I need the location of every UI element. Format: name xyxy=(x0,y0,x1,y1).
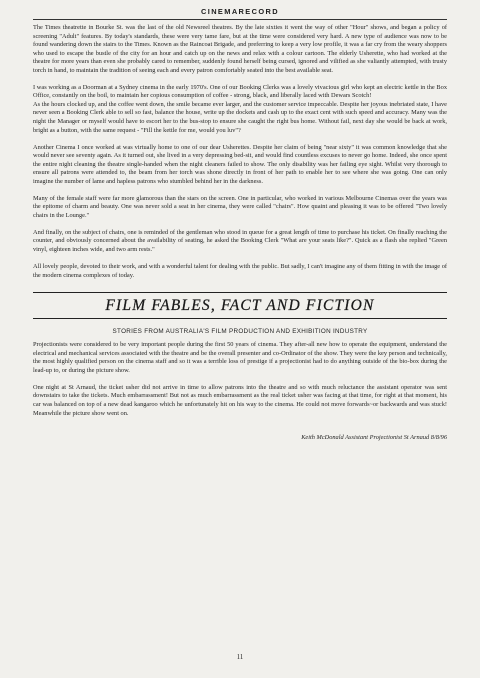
paragraph: All lovely people, devoted to their work, and with a wonderful talent for dealing with the public. But sadly, I can't imagine any of them fitting in with the image of the modern cinema complexes of today. xyxy=(33,263,447,279)
paragraph: And finally, on the subject of chairs, one is reminded of the gentleman who stood in queue for a great length of time to purchase his ticket. On finally reaching the counter, and obviously concerned about the availability of seating, he asked the Booking Clerk "What are your seats like?". Quick as a flash she replied "Green vinyl, eighteen inches wide, and two arm rests." xyxy=(33,228,447,254)
header-rule xyxy=(33,19,447,20)
author-signature: Keith McDonald Assistant Projectionist St Arnaud 8/8/96 xyxy=(301,434,447,442)
banner-rule-bottom xyxy=(33,318,447,319)
section-banner xyxy=(33,292,447,319)
paragraph: As the hours clocked up, and the coffee went down, the smile became ever larger, and the customer service impeccable. Despite her joyous inebriated state, I have never seen a Booking Clerk able to sell so fast, balance the house, write up the dockets and cash up to the exact cent with such speed and accuracy. Many was the night the Manager or myself would have to escort her to the bus-stop to ensure she caught the right bus home. Without fail, next day she would be back at work, bright as a button, with the same request - "Fill the kettle for me, would you luv"? xyxy=(33,100,447,134)
section-subheading: STORIES FROM AUSTRALIA'S FILM PRODUCTION AND EXHIBITION INDUSTRY xyxy=(112,328,368,336)
paragraph: I was working as a Doorman at a Sydney cinema in the early 1970's. One of our Booking Clerks was a lovely vivacious girl who kept an electric kettle in the Box Office, constantly on the boil, to maintain her copious consumption of coffee - strong, black, and liberally laced with Dewars Scotch! xyxy=(33,83,447,100)
paragraph: Another Cinema I once worked at was virtually home to one of our dear Usherettes. Despite her claim of being "near sixty" it was common knowledge that she would never see seventy again. As it turned out, she lived in a very depressing bed-sit, and would find countless excuses to never go home. Indeed, she once spent the entire night cleaning the theatre single-handed when the night cleaners failed to show. The only disability was her failing eye sight. Whilst very thorough to ensure all patrons were attended to, the beam from her torch was shone directly in front of her path to enable her to see where she was going. One can only imagine the number of lame and hapless patrons who stumbled behind her in the darkness. xyxy=(33,143,447,185)
paragraph: The Times theatrette in Bourke St. was the last of the old Newsreel theatres. By the late sixties it went the way of other "Hour" shows, and began a policy of screening "Adult" features. By today's standards, these were very tame fare, but at the time were considered very hard. A new type of audience was now to be found wandering down the stairs to the Times. Known as the Raincoat Brigade, and preferring to keep a very low profile, it was a far cry from the weary shoppers who used to escape the bustle of the city for an hour and catch up on the news and relax with a colour cartoon. The elderly Usherette, who had worked at the theatre for more years than even she probably cared to remember, suddenly found herself being cursed, ignored and vilified as she valiantly attempted, with trusty torch in hand, to maintain the tradition of seeing each and every patron comfortably seated into the best available seat. xyxy=(33,24,447,74)
article-cinema-staff xyxy=(33,24,447,280)
paragraph: Many of the female staff were far more glamorous than the stars on the screen. One in particular, who worked in various Melbourne Cinemas over the years was the epitome of charm and beauty. One was never sold a seat in her cinema, they were called "chairs". How quaint and pleasing it was to be offered "Two lovely chairs in the Lounge." xyxy=(33,194,447,219)
banner-rule-top xyxy=(33,292,447,293)
page-number: 11 xyxy=(236,654,244,661)
running-head: CINEMARECORD xyxy=(201,7,279,16)
banner-title: FILM FABLES, FACT AND FICTION xyxy=(105,297,375,315)
paragraph: One night at St Arnaud, the ticket usher did not arrive in time to allow patrons into the theatre and so with much reluctance the assistant operator was sent downstairs to take the tickets. Much embarrassment! But not as much embarrassment as the real ticket usher was facing at that time, for right at that moment, his car was balanced on top of a new dead kangaroo which he unfortunately hit on his way to the cinema. He could not move forwards~or backwards and was stuck! Meanwhile the picture show went on. xyxy=(33,383,447,417)
paragraph: Projectionists were considered to be very important people during the first 50 years of cinema. They after-all new how to operate the equipment, understand the electrical and mechanical services associated with the theatre and be the overall presenter and co-Ordinator of the show. They were the key person and technically, the most highly qualified person on the cinema staff and so it was a terrible loss of prestige if a projectionist had to do anything outside of the bio-box during the lead-up to, or during the picture show. xyxy=(33,341,447,374)
article-film-fables xyxy=(33,341,447,418)
